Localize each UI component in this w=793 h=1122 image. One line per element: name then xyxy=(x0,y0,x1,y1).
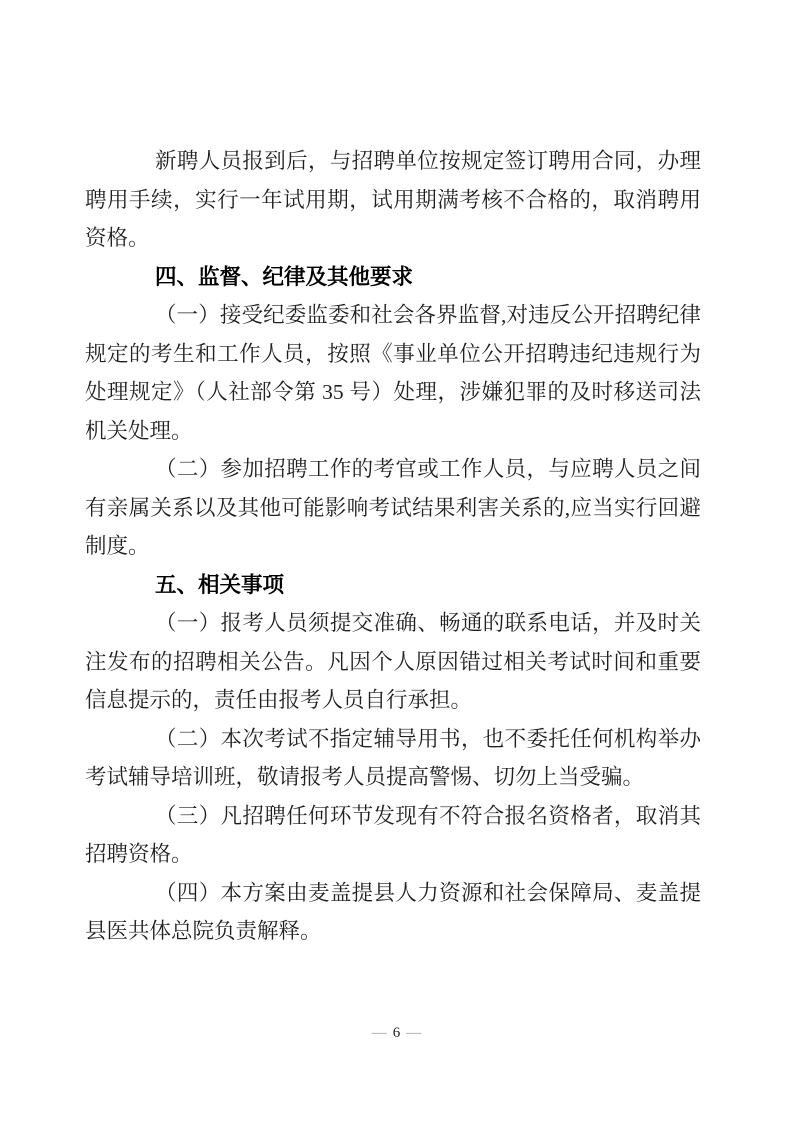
page-number: 6 xyxy=(392,1025,401,1041)
paragraph-related-item-3: （三）凡招聘任何环节发现有不符合报名资格者，取消其招聘资格。 xyxy=(85,803,701,866)
section-heading-related-matters: 五、相关事项 xyxy=(155,572,285,597)
paragraph-related-item-2: （二）本次考试不指定辅导用书，也不委托任何机构举办考试辅导培训班，敬请报考人员提高警惕、切勿上当受骗。 xyxy=(85,726,701,789)
paragraph-related-item-1: （一）报考人员须提交准确、畅通的联系电话，并及时关注发布的招聘相关公告。凡因个人原因错过相关考试时间和重要信息提示的，责任由报考人员自行承担。 xyxy=(85,611,701,712)
footer-dash-right: — xyxy=(406,1025,422,1041)
paragraph-supervision-item-2: （二）参加招聘工作的考官或工作人员，与应聘人员之间有亲属关系以及其他可能影响考试结果利害关系的,应当实行回避制度。 xyxy=(85,457,701,558)
footer-dash-left: — xyxy=(371,1025,387,1041)
paragraph-related-item-4: （四）本方案由麦盖提县人力资源和社会保障局、麦盖提县医共体总院负责解释。 xyxy=(85,880,701,943)
page-content xyxy=(85,142,701,951)
paragraph-hiring-formalities: 新聘人员报到后，与招聘单位按规定签订聘用合同，办理聘用手续，实行一年试用期，试用期满考核不合格的，取消聘用资格。 xyxy=(85,149,701,250)
page-footer xyxy=(0,1022,793,1044)
paragraph-supervision-item-1: （一）接受纪委监委和社会各界监督,对违反公开招聘纪律规定的考生和工作人员，按照《事业单位公开招聘违纪违规行为处理规定》（人社部令第 35 号）处理，涉嫌犯罪的及时移送司法机关处理。 xyxy=(85,303,701,443)
section-heading-supervision: 四、监督、纪律及其他要求 xyxy=(155,264,414,289)
